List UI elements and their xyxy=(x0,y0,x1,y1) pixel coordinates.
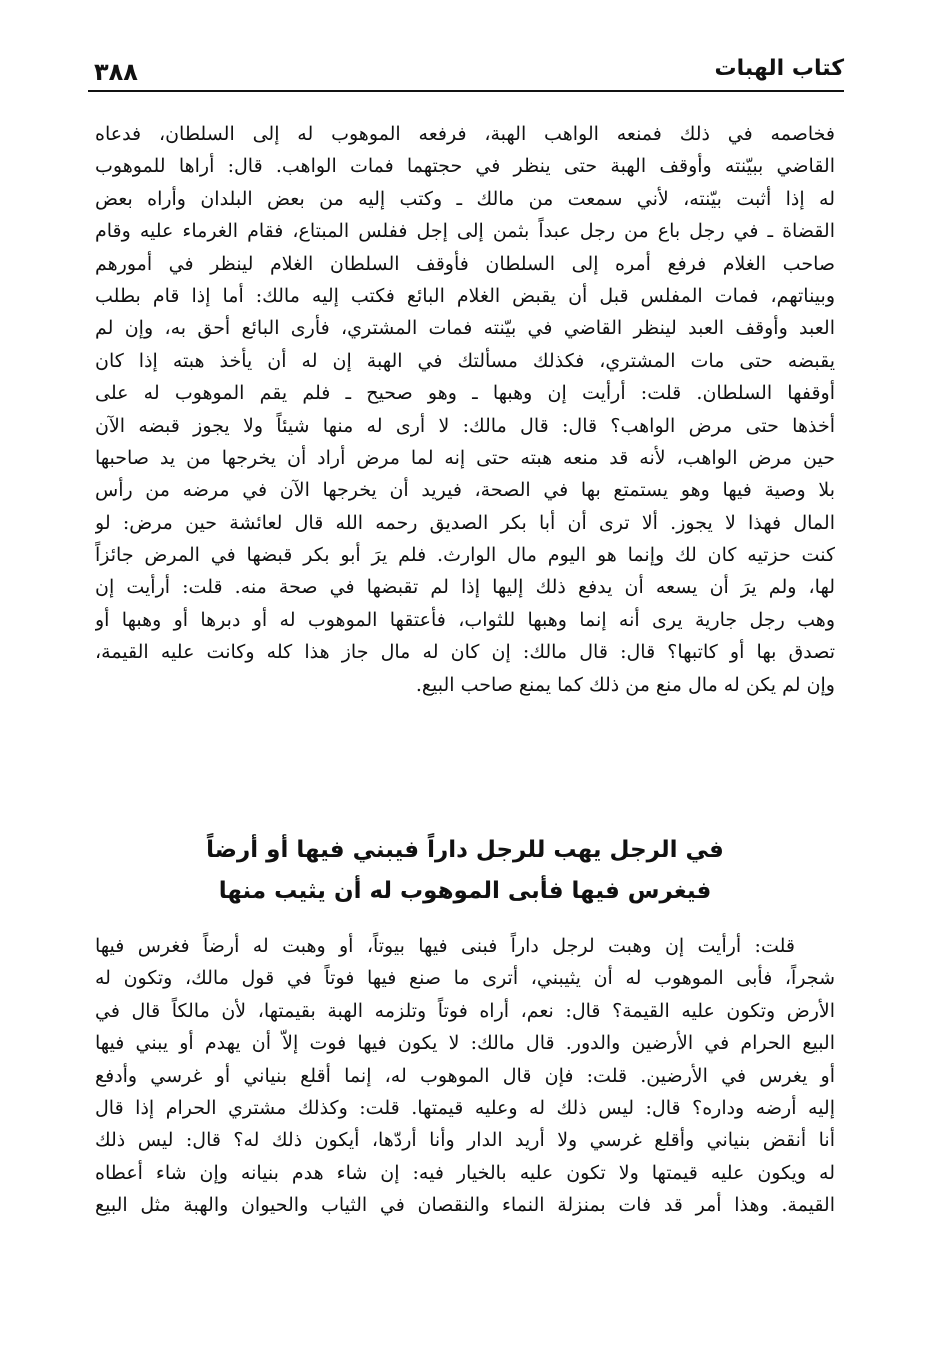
text-line: القاضي ببيّنته وأوقف الهبة حتى ينظر في حجتهما فمات الواهب. قال: أراها للموهوب xyxy=(95,155,835,178)
section-heading xyxy=(95,830,835,912)
text-line: كنت حزتيه كان لك وإنما هو اليوم مال الوارث. فلم يرَ أبو بكر قبضها في المرض جائزاً xyxy=(95,544,835,567)
body-text-section-1 xyxy=(95,118,835,701)
text-line: قلت: أرأيت إن وهبت لرجل داراً فبنى فيها بيوتاً، أو وهبت له أرضاً فغرس فيها xyxy=(95,935,795,957)
text-line: له إذا أثبت بيّنته، لأني سمعت من مالك ـ وكتب إليه من بعض البلدان وأراه بعض xyxy=(95,187,835,210)
body-text-section-2 xyxy=(95,930,835,1222)
text-line: شجراً، فأبى الموهوب له أن يثيبني، أترى ما صنع فيها فوتاً في قول مالك، وتكون له xyxy=(95,967,835,990)
text-line: أنا أنقض بنياني وأقلع غرسي ولا أريد الدار وأنا أردّها، أيكون ذلك له؟ قال: ليس ذلك xyxy=(95,1129,835,1152)
text-line: لها، ولم يرَ أن يسعه أن يدفع ذلك إليها إذا لم تقبضها في صحة منه. قلت: أرأيت إن xyxy=(95,576,835,599)
text-line: فخاصمه في ذلك فمنعه الواهب الهبة، فرفعه الموهوب له إلى السلطان، فدعاه xyxy=(95,123,835,145)
text-line: صاحب الغلام فرفع أمره إلى السلطان فأوقف السلطان الغلام لينظر في أمورهم xyxy=(95,252,835,275)
running-header xyxy=(88,50,844,92)
text-line: بلا وصية فيها وهو يستمتع بها في الصحة، فيريد أن يخرجها الآن في مرضه من رأس xyxy=(95,479,835,502)
page-number: ٣٨٨ xyxy=(94,58,138,86)
text-line: أوقفها السلطان. قلت: أرأيت إن وهبها ـ وهو صحيح ـ فلم يقم الموهوب له على xyxy=(95,382,835,405)
section-heading-line-1: في الرجل يهب للرجل داراً فيبني فيها أو أرضاً xyxy=(206,837,724,863)
text-line: أخذها حتى مرض الواهب؟ قال: قال مالك: لا أرى له منها شيئاً ولا يجوز قبضه الآن xyxy=(95,414,835,437)
text-line: إليه أرضه وداره؟ قال: ليس ذلك له وعليه قيمتها. قلت: وكذلك مشتري الحرام إذا قال xyxy=(95,1096,835,1119)
text-line: البيع الحرام في الأرضين والدور. قال مالك: لا يكون فيها فوت إلاّ أن يهدم أو يبني فيها xyxy=(95,1032,835,1055)
text-line: القيمة. وهذا أمر قد فات بمنزلة النماء والنقصان في الثياب والحيوان والهبة مثل البيع xyxy=(95,1194,835,1217)
text-line: العبد وأوقف العبد لينظر القاضي في بيّنته فمات المشتري، فأرى البائع أحق به، وإن لم xyxy=(95,317,835,340)
text-line: يقبضه حتى مات المشتري، فكذلك مسألتك في الهبة إن له أن يأخذ هبته إذا كان xyxy=(95,349,835,372)
book-title: كتاب الهبات xyxy=(714,56,844,81)
text-line: الأرض وتكون عليه القيمة؟ قال: نعم، أراه فوتاً وتلزمه الهبة بقيمتها، لأن مالكاً قال في xyxy=(95,999,835,1022)
text-line: تصدق بها أو كاتبها؟ قال: قال مالك: إن كان له مال جاز هذا كله وكانت عليه القيمة، xyxy=(95,641,835,664)
text-line: حين مرض الواهب، لأنه قد منعه هبته حتى إنه لما مرض أراد أن يخرجها من يد صاحبها xyxy=(95,446,835,469)
section-heading-line-2: فيغرس فيها فأبى الموهوب له أن يثيب منها xyxy=(218,878,712,904)
text-line: القضاة ـ في رجل باع من رجل عبداً بثمن إلى إجل ففلس المبتاع، فقام الغرماء عليه وقام xyxy=(95,220,835,243)
text-line: وإن لم يكن له مال منع من ذلك كما يمنع صاحب البيع. xyxy=(415,673,835,696)
text-line: له ويكون عليه قيمتها ولا تكون عليه بالخيار فيه: إن شاء هدم بنيانه وإن شاء أعطاه xyxy=(95,1161,835,1184)
text-line: وهب رجل جارية يرى أنه إنما وهبها للثواب، فأعتقها الموهوب له أو دبرها أو وهبها أو xyxy=(95,608,835,631)
text-line: وبيناتهم، فمات المفلس قبل أن يقبض الغلام البائع فكتب إليه مالك: أما إذا قام بطلب xyxy=(95,284,835,307)
text-line: أو يغرس في الأرضين. قلت: فإن قال الموهوب له، إنما أقلع بنياني أو غرسي وأدفع xyxy=(95,1064,835,1087)
text-line: المال فهذا لا يجوز. ألا ترى أن أبا بكر الصديق رحمه الله قال لعائشة حين مرض: لو xyxy=(95,511,835,534)
